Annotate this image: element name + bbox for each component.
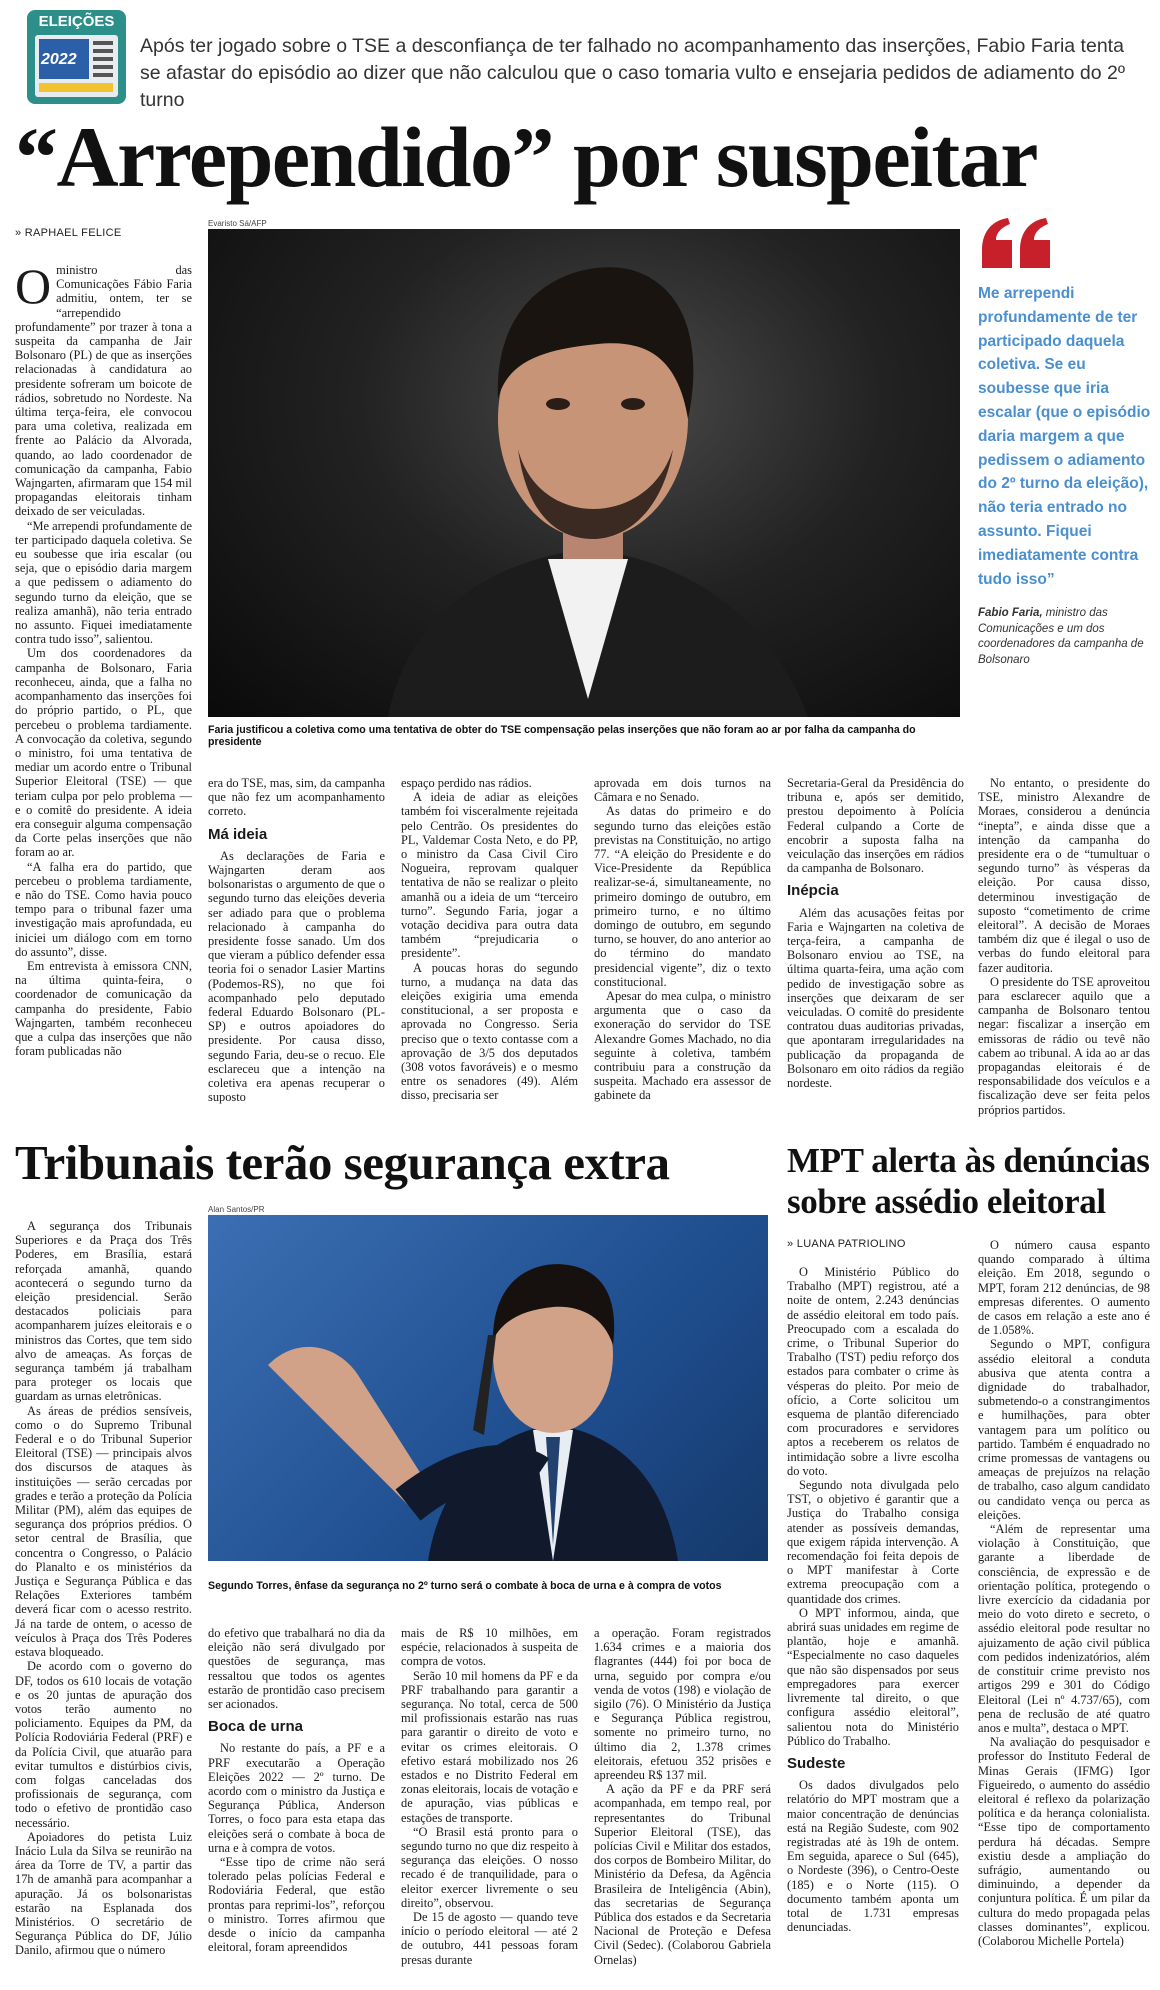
quote-attribution [978,606,1150,668]
story1-paragraph: Apesar do mea culpa, o ministro argumenta que o caso da exoneração do servidor do TSE Alexandre Gomes Machado, no dia seguinte à coletiva, também contribuiu para a construção da suspeita. Machado era assessor de gabinete da [594,989,771,1103]
story1-paragraph: As datas do primeiro e do segundo turno das eleições estão previstas na Constituição, no artigo 77. “A eleição do Presidente e do Vice-Presidente da República realizar-se-á, simultaneamente, no primeiro domingo de outubro, em primeiro turno, e no último domingo de outubro, em segundo turno, se houver, do ano anterior ao do término do mandato presidencial vigente”, diz o texto constitucional. [594,804,771,989]
story2-paragraph: do efetivo que trabalhará no dia da eleição não será divulgado por questões de segurança, mas ressaltou que todos os agentes estarão de prontidão caso precisem ser acionados. [208,1626,385,1712]
story1-paragraph: No entanto, o presidente do TSE, ministro Alexandre de Moraes, considerou a denúncia “inepta”, e ainda disse que a intenção da campanha do presidente era o de “tumultuar o segundo turno” às vésperas da eleição. Por causa disso, determinou investigação de suposto “cometimento de crime eleitoral”. A decisão de Moraes também diz que é ilegal o uso de verbas do fundo eleitoral para fazer auditoria. [978,776,1150,975]
story3-paragraph: Segundo nota divulgada pelo TST, o objetivo é garantir que a Justiça do Trabalho consiga atender as possíveis demandas, que exigem rápida intervenção. A recomendação foi feita depois de o MPT manifestar à Corte extrema preocupação com a quantidade dos crimes. [787,1478,959,1606]
pull-quote: Me arrependi profundamente de ter participado daquela coletiva. Se eu soubesse que iria escalar (que o episódio daria margem a que pedissem o adiamento do 2º turno da eleição), não teria entrado no assunto. Fiquei imediatamente contra tudo isso” [978,285,1151,588]
story1-paragraph: A ideia de adiar as eleições também foi visceralmente rejeitada pelo Centrão. Os presidentes do PL, Valdemar Costa Neto, e do PP, o ministro da Casa Civil Ciro Nogueira, reprovam qualquer tentativa de não se realizar o pleito amanhã ou a ideia de um “terceiro turno”. Segundo Faria, jogar a votação decidiva para outra data também “prejudicaria o presidente”. [401,790,578,961]
story2-paragraph: “O Brasil está pronto para o segundo turno no que diz respeito à segurança das eleições. O nosso recado é de tranquilidade, para o eleitor exercer livremente o seu direito”, observou. [401,1824,578,1910]
faria-photo [208,229,960,717]
story2-paragraph: a operação. Foram registrados 1.634 crimes e a maioria dos flagrantes (444) foi por boca de urna, seguido por compra e/ou venda de votos (198) e violação de sigilo (76). O Ministério da Justiça e Segurança Pública registrou, somente no primeiro turno, no último dia 2, 1.378 crimes eleitorais, efetuou 352 prisões e apreendeu R$ 137 mil. [594,1626,771,1783]
story3-col2 [978,1238,1150,1948]
story3-paragraph: Segundo o MPT, configura assédio eleitoral a conduta abusiva que atenta contra a dignidade do trabalhador, submetendo-o a constrangimentos e humilhações, para obter vantagem para um político ou partido. Também é enquadrado no crime promessas de vantagens ou ameaças de prejuízos na relação de trabalho, caso algum candidato ou candidato vença ou perca as eleições. [978,1337,1150,1522]
story1-paragraph: Secretaria-Geral da Presidência do tribuna e, após ser demitido, prestou depoimento à Polícia Federal culpando a Corte de encobrir a suposta falha na veiculação das inserções em rádios da campanha de Bolsonaro. [787,776,964,876]
story1-paragraph: Um dos coordenadores da campanha de Bolsonaro, Faria reconheceu, ainda, que a falha no acompanhamento das inserções foi do próprio partido, o PL, que percebeu o problema tardiamente. A convocação da coletiva, segundo o ministro, foi uma tentativa de mediar um acordo entre o Tribunal Superior Eleitoral (TSE) — que teriam culpa por pelo problema — e o comitê do presidente. A ideia era conseguir alguma compensação da Corte pelas inserções que não foram ao ar. [15,646,192,860]
elections-badge [27,10,126,104]
story3-col1 [787,1265,959,1934]
story2-col2 [208,1626,385,1954]
story1-col3 [401,776,578,1103]
byline: » RAPHAEL FELICE [15,227,122,239]
ballot-box-icon [35,35,118,97]
photo-credit: Evaristo Sá/AFP [208,219,267,228]
story1-paragraph: era do TSE, mas, sim, da campanha que não fez um acompanhamento correto. [208,776,385,819]
photo-caption: Segundo Torres, ênfase da segurança no 2º turno será o combate à boca de urna e à compra de votos [208,1580,722,1592]
story1-paragraph: Em entrevista à emissora CNN, na última quinta-feira, o coordenador de comunicação da campanha do presidente, Fabio Wajngarten, também reconheceu que a culpa das inserções que não foram publicadas não [15,958,192,1059]
story2-col3 [401,1626,578,1967]
story2-paragraph: As áreas de prédios sensíveis, como o do Supremo Tribunal Federal e o do Tribunal Superior Eleitoral (TSE) — principais alvos dos discursos de ataques às instituições — serão cercadas por grades e terão a proteção da Polícia Militar (PM), além das equipes de segurança dos próprios prédios. O setor central de Brasília, que concentra o Congresso, o Palácio do Planalto e os ministérios da Justiça e Segurança Pública e das Relações Exteriores também deverá ficar com o acesso restrito. Já na tarde de ontem, o acesso de veículos à Praça dos Três Poderes estava bloqueado. [15,1403,192,1660]
story2-paragraph: A ação da PF e da PRF será acompanhada, em tempo real, por representantes do Tribunal Superior Eleitoral (TSE), das polícias Civil e Militar dos estados, dos corpos de Bombeiro Militar, do Ministério da Defesa, da Agência Brasileira de Inteligência (Abin), das secretarias de Segurança Pública dos estados e da Secretaria Nacional de Proteção e Defesa Civil (Sedec). (Colaborou Gabriela Ornelas) [594,1782,771,1967]
story2-paragraph: A segurança dos Tribunais Superiores e da Praça dos Três Poderes, em Brasília, estará reforçada amanhã, quando acontecerá o segundo turno da eleição presidencial. Serão destacados policiais para acompanharem juízes eleitorais e o ministros das Cortes, que tem sido alvo de ameaças. As forças de segurança também já trabalham para proteger os locais que guardam as urnas eletrônicas. [15,1219,192,1404]
story3-paragraph: O Ministério Público do Trabalho (MPT) registrou, até a noite de ontem, 2.243 denúncias de assédio eleitoral em todo país. Preocupado com a escalada do crime, o Tribunal Superior do Trabalho (TST) pediu reforço dos estados para combater o crime às vésperas do pleito. Por meio de ofício, a Corte solicitou um esquema de plantão diferenciado com procuradores e servidores aptos a receberem os relatos de intimidação sobre a livre escolha do voto. [787,1265,959,1478]
torres-photo [208,1215,768,1561]
story2-paragraph: No restante do país, a PF e a PRF executarão a Operação Eleições 2022 — 2º turno. De acordo com o ministro da Justiça e Segurança Pública, Anderson Torres, o foco para esta etapa das eleições será o combate à boca de urna e à compra de votos. [208,1741,385,1855]
story3-headline: MPT alerta às denúncias sobre assédio eleitoral [787,1141,1150,1221]
story3-paragraph: Os dados divulgados pelo relatório do MPT mostram que a maior concentração de denúncias está na Região Sudeste, com 902 registradas até às 19h de ontem. Em seguida, aparece o Sul (645), o Nordeste (396), o Centro-Oeste (185) e o Norte (115). O documento também aponta um total de 1.731 empresas denunciadas. [787,1778,959,1935]
story1-paragraph: O presidente do TSE aproveitou para esclarecer aquilo que a campanha de Bolsonaro tentou negar: fiscalizar a inserção em emissoras de rádio ou tevê não cabem ao tribunal. A ida ao ar das propagandas eleitorais é de responsabilidade dos veículos e a fiscalização deve ser feita pelos próprios partidos. [978,974,1150,1117]
photo-credit: Alan Santos/PR [208,1205,265,1214]
subhead-ma-ideia: Má ideia [208,825,268,843]
story3-paragraph: O MPT informou, ainda, que abrirá suas unidades em regime de plantão, hoje e amanhã. “Especialmente no caso daqueles que não são dispensados por seus empregadores para exercer livremente tal direito, o que configura assédio eleitoral”, salientou nota do Ministério Público do Trabalho. [787,1605,959,1748]
story3-paragraph: O número causa espanto quando comparado à última eleição. Em 2018, segundo o MPT, foram 212 denúncias, de 98 empresas diferentes. O aumento de casos em relação a este ano é de 1.058%. [978,1238,1150,1338]
story3-paragraph: “Além de representar uma violação à Constituição, que garante a liberdade de consciência, de expressão e de orientação política, protegendo o livre exercício da cidadania por meio do voto direto e secreto, o assédio eleitoral pode resultar no ajuizamento de ação civil pública com pedidos indenizatórios, além de constituir crime previsto nos artigos 299 e 301 do Código Eleitoral (Lei nº 4.737/65), com pena de reclusão de até quatro anos e multa”, destaca o MPT. [978,1522,1150,1735]
story3-paragraph: Na avaliação do pesquisador e professor do Instituto Federal de Minas Gerais (IFMG) Igor Figueiredo, o aumento do assédio eleitoral é reflexo da polarização política e da herança colonialista. “Esse tipo de comportamento perdura há décadas. Sempre existiu desde a ampliação do sufrágio, aumentando ou diminuindo, a depender da conjuntura política. É um pilar da cultura do medo propagada pelas classes dominantes”, explicou. (Colaborou Michelle Portela) [978,1735,1150,1948]
story2-paragraph: Serão 10 mil homens da PF e da PRF trabalhando para garantir a segurança. No total, cerca de 500 mil profissionais estarão nas ruas para garantir o direito de voto e evitar os crimes eleitorais. O efetivo estará mobilizado nos 26 estados e no Distrito Federal em zonas eleitorais, locais de votação e de apuração, vias públicas e estações de transporte. [401,1668,578,1825]
story1-col1 [15,258,192,1059]
story1-paragraph: “Me arrependi profundamente de ter participado daquela coletiva. Se eu soubesse que iria escalar (ou seja, que o episódio daria margem a que pedissem o adiamento do segundo turno da eleição, que se realiza amanhã), não teria entrado no assunto. Fiquei imediatamente contra tudo isso”, salientou. [15,518,192,647]
elections-badge-year: 2022 [41,51,77,68]
byline: » LUANA PATRIOLINO [787,1238,906,1250]
subhead-sudeste: Sudeste [787,1754,846,1772]
story2-paragraph: Apoiadores do petista Luiz Inácio Lula da Silva se reunirão na área da Torre de TV, a partir das 17h de amanhã para acompanhar a apuração. Já os bolsonaristas estarão na Esplanada dos Ministérios. O secretário de Segurança Pública do DF, Júlio Danilo, afirmou que o número [15,1829,192,1958]
story1-paragraph: A poucas horas do segundo turno, a mudança na data das eleições exigiria uma emenda constitucional, a ser proposta e aprovada no Congresso. Seria preciso que o texto contasse com a aprovação de 3/5 dos deputados (308 votos favoráveis) e o mesmo entre os senadores (49). Além disso, precisaria ser [401,960,578,1103]
story1-paragraph: Além das acusações feitas por Faria e Wajngarten na coletiva de terça-feira, a campanha de Bolsonaro enviou ao TSE, na última quarta-feira, uma ação com pedido de investigação sobre as inserções que deixaram de ser veiculadas. O comitê do presidente contratou duas auditorias privadas, que apontaram irregularidades na publicação da propaganda de Bolsonaro em oito rádios da região nordeste. [787,905,964,1091]
story1-col5 [787,776,964,1090]
story1-paragraph: espaço perdido nas rádios. [401,776,532,790]
story1-col6 [978,776,1150,1117]
story2-headline: Tribunais terão segurança extra [15,1135,670,1190]
story2-paragraph: mais de R$ 10 milhões, em espécie, relacionados à suspeita de compra de votos. [401,1626,578,1669]
story1-paragraph: ministro das Comunicações Fábio Faria admitiu, ontem, ter se “arrependido profundamente” por trazer à tona a suspeita da campanha de Jair Bolsonaro (PL) de que as inserções relacionadas à candidatura ao presidente sofreram um boicote de rádios, sobretudo no Nordeste. Na última terça-feira, ele convocou para uma coletiva, realizada em frente ao Palácio da Alvorada, quando, ao lado coordenador de comunicação da campanha, Fabio Wajngarten, afirmaram que 154 mil propagandas eleitorais tinham deixado de ser veiculadas. [15,263,192,519]
subhead-inepcia: Inépcia [787,882,839,900]
quote-mark-icon [978,216,1058,272]
story2-col1 [15,1219,192,1958]
story1-paragraph: “A falha era do partido, que percebeu o problema tardiamente, e não do TSE. Como havia pouco tempo para o tribunal fazer uma investigação mais aprofundada, eu iniciei um diálogo com em torno do assunto”, disse. [15,859,192,959]
quote-author: Fabio Faria, [978,607,1043,619]
dropcap: O [15,258,52,314]
headline: “Arrependido” por suspeitar [15,109,1037,205]
story2-paragraph: De 15 de agosto — quando teve início o período eleitoral — até 2 de outubro, 441 pessoas foram presas durante [401,1910,578,1967]
kicker: Após ter jogado sobre o TSE a desconfiança de ter falhado no acompanhamento das inserções, Fabio Faria tenta se afastar do episódio ao dizer que não calculou que o caso tomaria vulto e ensejaria pedidos de adiamento do 2º turno [140,35,1125,111]
quote-role: ministro das Comunicações e um dos coordenadores da campanha de Bolsonaro [978,607,1144,666]
story1-paragraph: aprovada em dois turnos na Câmara e no Senado. [594,776,771,805]
story1-col4 [594,776,771,1103]
subhead-boca-de-urna: Boca de urna [208,1718,304,1736]
story2-paragraph: De acordo com o governo do DF, todos os 610 locais de votação e os 20 juntas de apuração dos votos terão aumento no policiamento. Equipes da PM, da Polícia Rodoviária Federal (PRF) e da Polícia Civil, que atuarão para evitar tumultos e distúrbios civis, com folgas canceladas dos profissionais de segurança, com todo o efetivo de prontidão caso necessário. [15,1659,192,1830]
photo-caption: Faria justificou a coletiva como uma tentativa de obter do TSE compensação pelas inserções que não foram ao ar por falha da campanha do presidente [208,724,916,748]
elections-badge-label: ELEIÇÕES [38,13,115,30]
story2-col4 [594,1626,771,1967]
story2-paragraph: “Esse tipo de crime não será tolerado pelas polícias Federal e Rodoviária Federal, que estão prontas para reprimi-los”, reforçou o ministro. Torres afirmou que desde o início da campanha eleitoral, foram apreendidos [208,1855,385,1955]
story1-paragraph: As declarações de Faria e Wajngarten deram aos bolsonaristas o argumento de que o segundo turno das eleições deveria ser adiado para que o problema relacionado à campanha do presidente fosse sanado. Um dos que vieram a público defender essa teoria foi o senador Lasier Martins (Podemos-RS), no que foi acompanhado pelo deputado federal Eduardo Bolsonaro (PL-SP) e outros apoiadores do presidente. Por causa disso, segundo Faria, deu-se o recuo. Ele esclareceu que a intenção na coletiva era apenas recuperar o suposto [208,848,385,1105]
story1-col2 [208,776,385,1104]
